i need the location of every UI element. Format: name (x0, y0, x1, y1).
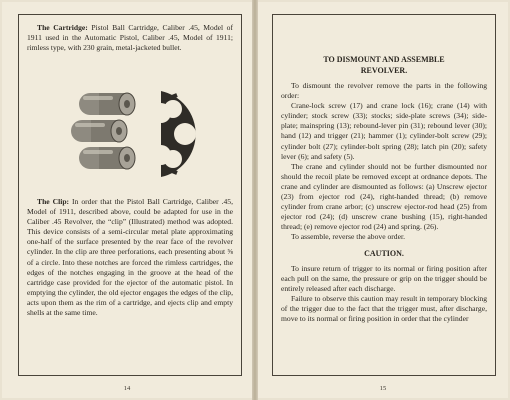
caution-heading: CAUTION. (364, 248, 404, 258)
right-page-frame (272, 14, 496, 376)
clip-text: In order that the Pistol Ball Cartridge, Caliber .45, Model of 1911, described above, could be adapted for use in the Caliber .45 Revolver, the “clip” (Illustrated) method was adopted. This device consists of a semi-circular metal plate approximating one-half of the surface presented by the rear face of the revolver cylinder. In the clip are three perforations, each presenting about ⅝ of a circle. Into these notches are forced the rimless cartridges, the edges of the notches engaging in the groove at the head of the cartridge case provided for the ejector of the automatic pistol. In emptying the cylinder, the old ejector engages the edges of the clip, acts upon them as the rim of a cartridge, and ejects clip and empty shells at the same time. (27, 197, 233, 318)
cartridge-top (79, 93, 135, 115)
cartridge-heading: The Cartridge: (37, 23, 88, 32)
cartridge-text: Pistol Ball Cartridge, Caliber .45, Model of 1911 used in the Automatic Pistol, Caliber .45, Model of 1911; rimless type, with 230 grain, metal-jacketed bullet. (27, 23, 233, 53)
half-moon-clip (161, 91, 196, 177)
page-number-right: 15 (379, 385, 387, 392)
clip-section (27, 197, 233, 318)
left-page-frame (18, 14, 242, 376)
paragraph-2: Crane-lock screw (17) and crane lock (16); crane (14) with cylinder; stock screw (33); stocks; side-plate screws (34); side-plate; mainspring (13); rebound-lever pin (31); rebound lever (30); hand (12) and trigger (21); hammer (1); cylinder-bolt screw (29); cylinder bolt (27); cylinder-bolt spring (28); latch pin (20); safety lever (6); and safety (5). (281, 101, 487, 161)
cartridge-middle (71, 120, 127, 142)
paragraph-5: To insure return of trigger to its normal or firing position after each pull on the same, the pressure or grip on the trigger should be entirely released after each discharge. (281, 264, 487, 294)
cartridge-section (27, 23, 233, 53)
paragraph-1: To dismount the revolver remove the parts in the following order: (281, 81, 487, 101)
right-page (258, 2, 508, 398)
left-page (2, 2, 252, 398)
clip-heading: The Clip: (37, 197, 70, 206)
paragraph-4: To assemble, reverse the above order. (291, 232, 405, 242)
paragraph-3: The crane and cylinder should not be further dismounted nor should the recoil plate be removed except at ordnance depots. The crane and cylinder are dismounted as follows: (a) Unscrew ejector (23) from ejector rod (24), right-handed thread; (b) remove cylinder from crane arbor; (c) unscrew ejector-rod head (25) from ejector rod (24); (d) unscrew crane bushing (15), right-handed thread; (e) remove ejector rod (24) and spring. (26). (281, 161, 487, 232)
cartridge-bottom (79, 147, 135, 169)
section-heading-line1: TO DISMOUNT AND ASSEMBLE (323, 55, 445, 64)
page-number-left: 14 (123, 385, 131, 392)
paragraph-6: Failure to observe this caution may result in temporary blocking of the trigger due to the fact that the trigger must, after discharge, move to its normal or firing position in order that the cylinder (281, 294, 487, 324)
clip-illustration (69, 85, 209, 185)
dismount-section (281, 55, 487, 325)
section-heading-line2: REVOLVER. (360, 65, 408, 75)
